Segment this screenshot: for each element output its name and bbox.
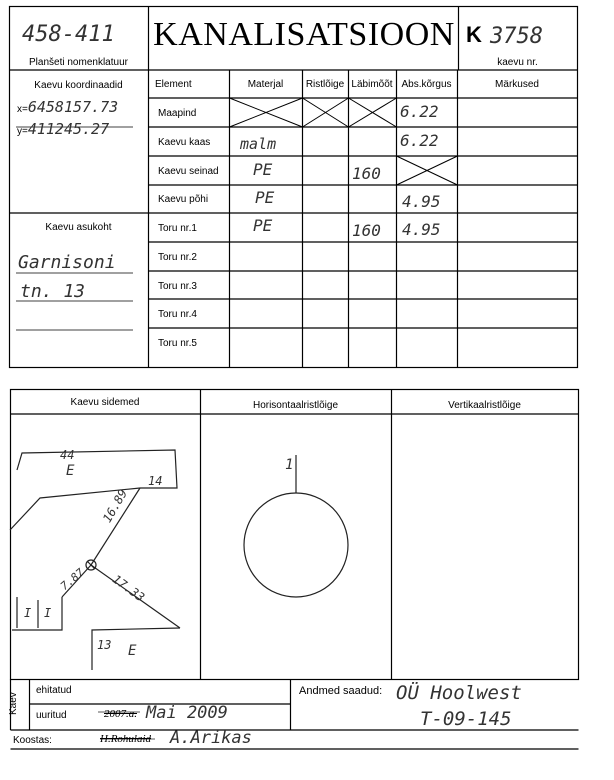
location-line1: Garnisoni — [18, 252, 116, 273]
sketch-measure2: 7.87 — [58, 565, 87, 593]
cell-material: PE — [253, 160, 273, 179]
sketch-building2-number: 13 — [97, 638, 112, 652]
small-building-wall — [12, 597, 62, 630]
cell-height: 6.22 — [400, 131, 439, 150]
sketch-building1-corner: 14 — [148, 474, 163, 488]
page-title: KANALISATSIOON — [153, 16, 455, 53]
cell-diameter: 160 — [352, 164, 381, 183]
cell-material: PE — [255, 188, 275, 207]
coordinates-label: Kaevu koordinaadid — [34, 80, 123, 91]
compiled-old: H.Rohulaid — [100, 733, 152, 745]
coordinate-x-value: 6458157.73 — [27, 98, 119, 116]
location-line2: tn. 13 — [20, 281, 86, 302]
row-element: Toru nr.1 — [158, 223, 197, 234]
sketch-building1-letter: E — [66, 463, 75, 479]
coordinate-y-value: 411245.27 — [27, 120, 110, 138]
well-label: kaevu nr. — [497, 57, 538, 68]
horizontal-pipe-label: 1 — [285, 457, 294, 473]
col-header-material: Materjal — [247, 79, 284, 90]
col-header-height: Abs.kõrgus — [401, 79, 452, 90]
connections-label: Kaevu sidemed — [70, 397, 140, 408]
data-source: OÜ Hoolwest — [396, 682, 522, 704]
row-element: Toru nr.4 — [158, 309, 197, 320]
built-label: ehitatud — [36, 685, 72, 696]
sketch-measure1: 16.89 — [100, 486, 131, 525]
col-header-diameter: Läbimõõt — [351, 79, 393, 90]
cell-height: 6.22 — [400, 102, 439, 121]
row-element: Kaevu põhi — [158, 194, 209, 205]
sheet-label: Planšeti nomenklatuur — [29, 57, 128, 68]
col-header-cross: Ristlõige — [305, 79, 345, 90]
location-label: Kaevu asukoht — [45, 222, 112, 233]
vertical-section-label: Vertikaalristlõige — [448, 400, 521, 411]
sheet-number: 458-411 — [22, 22, 115, 47]
well-number: 3758 — [490, 24, 543, 49]
cell-material: malm — [240, 135, 277, 153]
data-code: T-09-145 — [420, 708, 512, 730]
sketch-building2-letter: E — [128, 643, 137, 659]
row-element: Kaevu seinad — [158, 166, 219, 177]
cell-height: 4.95 — [402, 220, 441, 239]
sketch-measure3: 17.33 — [109, 572, 148, 605]
well-prefix: K — [466, 22, 482, 47]
sketch-small-building-a: I — [24, 606, 32, 620]
row-element: Toru nr.2 — [158, 252, 197, 263]
surveyed-label: uuritud — [36, 710, 67, 721]
sketch-small-building-b: I — [44, 606, 52, 620]
well-cross-section-circle — [244, 493, 348, 597]
col-header-element: Element — [155, 79, 192, 90]
cell-material: PE — [253, 216, 273, 235]
row-element: Toru nr.3 — [158, 281, 197, 292]
col-header-notes: Märkused — [495, 79, 539, 90]
cell-height: 4.95 — [402, 192, 441, 211]
coordinate-y-prefix: y= — [17, 126, 28, 137]
compiled-label: Koostas: — [13, 735, 52, 746]
coordinate-x-prefix: x= — [17, 104, 28, 115]
data-source-label: Andmed saadud: — [299, 685, 383, 697]
row-element: Kaevu kaas — [158, 137, 211, 148]
row-element: Maapind — [158, 108, 197, 119]
row-element: Toru nr.5 — [158, 338, 197, 349]
sketch-building1-number: 44 — [60, 448, 75, 462]
well-vertical-label: Kaev — [8, 692, 19, 715]
horizontal-section-label: Horisontaalristlõige — [252, 400, 339, 411]
surveyed-old: 2007.a. — [104, 708, 137, 720]
compiled-new: A.Arikas — [170, 728, 252, 748]
cell-diameter: 160 — [352, 221, 381, 240]
surveyed-new: Mai 2009 — [146, 703, 228, 723]
